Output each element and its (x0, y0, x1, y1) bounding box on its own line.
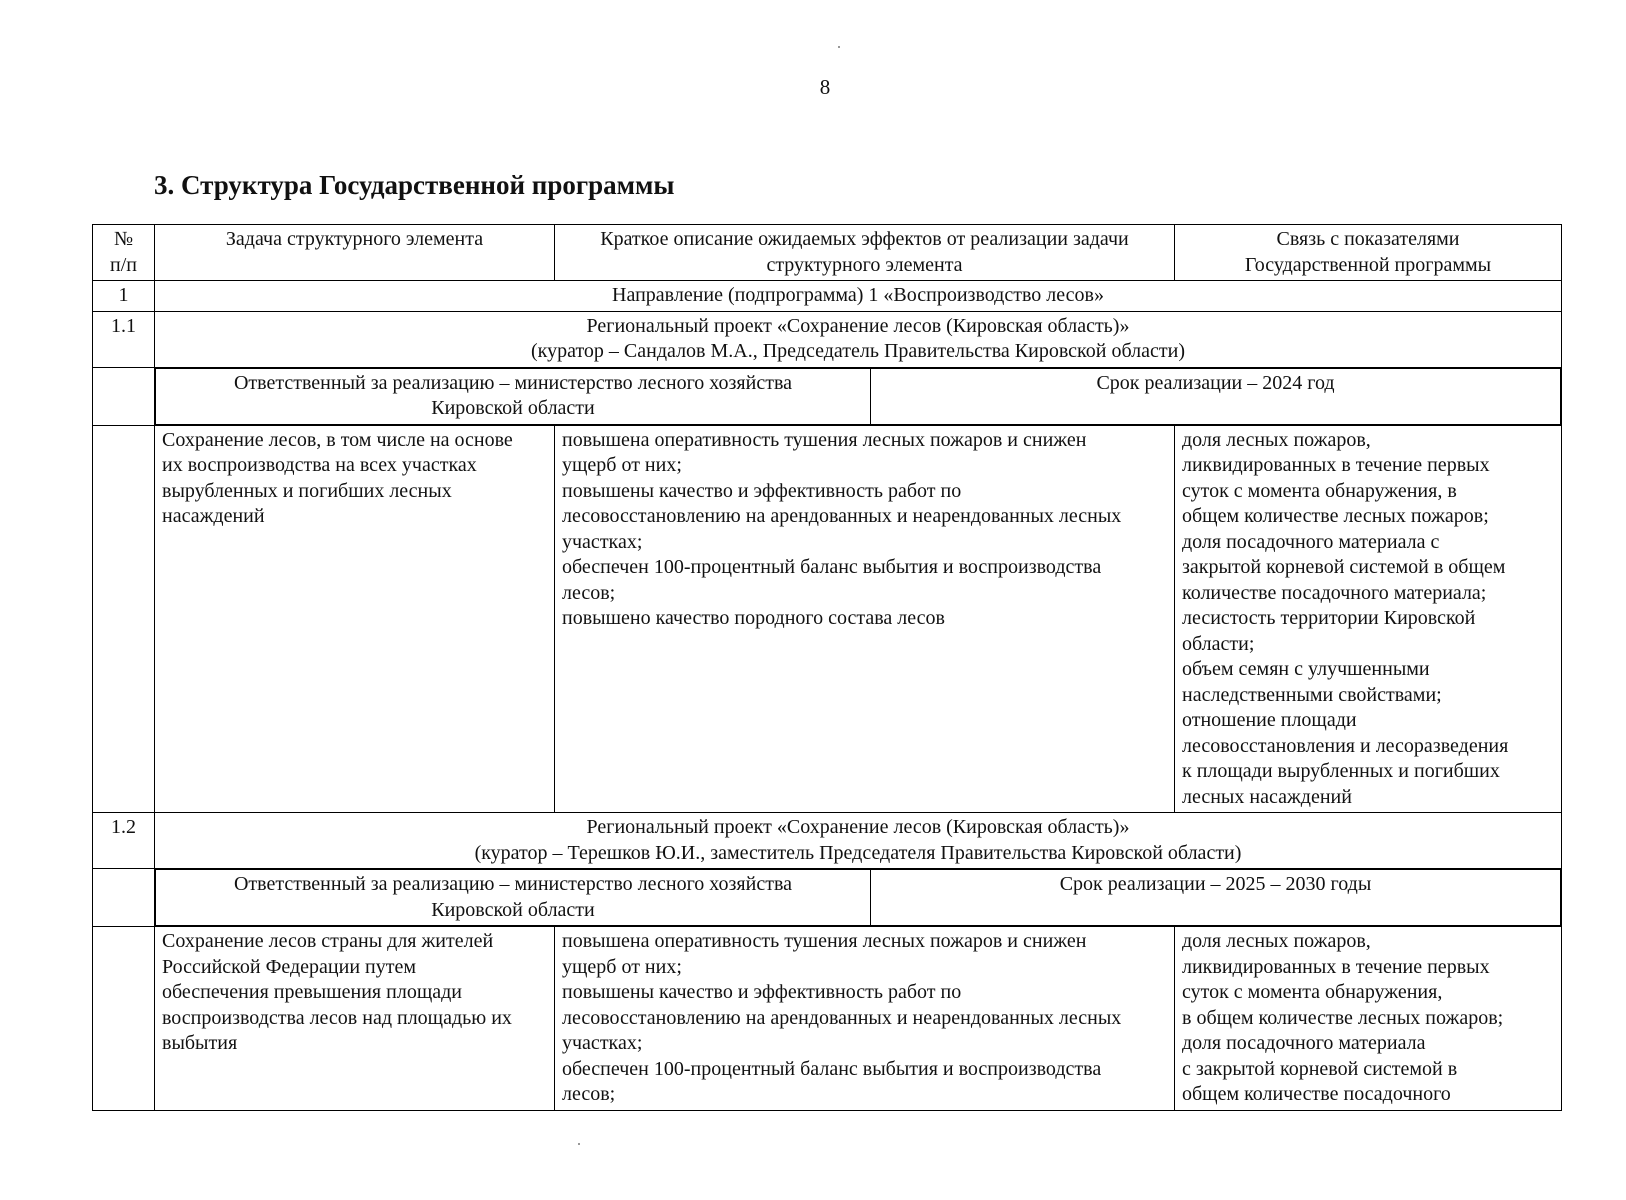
scan-speck (578, 1143, 580, 1145)
task-cell: Сохранение лесов страны для жителей Российской Федерации путем обеспечения превышения площади воспроизводства лесов над площадью их выбытия (155, 927, 555, 1111)
header-num: № п/п (93, 225, 155, 281)
project-name: Региональный проект «Сохранение лесов (Кировская область)» (586, 816, 1130, 838)
header-task: Задача структурного элемента (155, 225, 555, 281)
effects-cell: повышена оперативность тушения лесных пожаров и снижен ущерб от них; повышены качество и эффективность работ по лесовосстановлению на арендованных и неарендованных лесных участках; обеспечен 100-процентный баланс выбытия и воспроизводства лесов; (555, 927, 1175, 1111)
table-header-row (93, 225, 1562, 281)
scan-speck (838, 46, 840, 48)
empty-cell (93, 927, 155, 1111)
task-row (93, 927, 1562, 1111)
task-cell: Сохранение лесов, в том числе на основе их воспроизводства на всех участках вырубленных и погибших лесных насаждений (155, 425, 555, 813)
document-title: 3. Структура Государственной программы (154, 170, 675, 200)
project-curator: (куратор – Сандалов М.А., Председатель Правительства Кировской области) (531, 340, 1185, 362)
page-number: 8 (819, 75, 831, 99)
direction-num: 1 (93, 281, 155, 312)
direction-row (93, 281, 1562, 312)
task-row (93, 425, 1562, 813)
project-title (155, 311, 1562, 367)
empty-cell (93, 869, 155, 927)
header-indicators: Связь с показателями Государственной программы (1175, 225, 1562, 281)
responsible-row (93, 367, 1562, 425)
project-num: 1.1 (93, 311, 155, 367)
responsible-row (93, 869, 1562, 927)
empty-cell (93, 367, 155, 425)
responsible-text: Ответственный за реализацию – министерство лесного хозяйства Кировской области (156, 870, 871, 926)
term-text: Срок реализации – 2024 год (871, 368, 1561, 424)
project-title (155, 813, 1562, 869)
empty-cell (93, 425, 155, 813)
header-effects: Краткое описание ожидаемых эффектов от реализации задачи структурного элемента (555, 225, 1175, 281)
responsible-text: Ответственный за реализацию – министерство лесного хозяйства Кировской области (156, 368, 871, 424)
project-row (93, 311, 1562, 367)
effects-cell: повышена оперативность тушения лесных пожаров и снижен ущерб от них; повышены качество и эффективность работ по лесовосстановлению на арендованных и неарендованных лесных участках; обеспечен 100-процентный баланс выбытия и воспроизводства лесов; повышено качество породного состава лесов (555, 425, 1175, 813)
direction-title: Направление (подпрограмма) 1 «Воспроизводство лесов» (155, 281, 1562, 312)
project-num: 1.2 (93, 813, 155, 869)
project-curator: (куратор – Терешков Ю.И., заместитель Председателя Правительства Кировской области) (474, 841, 1242, 864)
term-text: Срок реализации – 2025 – 2030 годы (871, 870, 1561, 926)
indicators-cell: доля лесных пожаров, ликвидированных в течение первых суток с момента обнаружения, в общем количестве лесных пожаров; доля посадочного материала с закрытой корневой системой в общем количестве посадочного материала; лесистость территории Кировской области; объем семян с улучшенными наследственными свойствами; отношение площади лесовосстановления и лесоразведения к площади вырубленных и погибших лесных насаждений (1175, 425, 1562, 813)
indicators-cell: доля лесных пожаров, ликвидированных в течение первых суток с момента обнаружения, в общем количестве лесных пожаров; доля посадочного материала с закрытой корневой системой в общем количестве посадочного (1175, 927, 1562, 1111)
project-name: Региональный проект «Сохранение лесов (Кировская область)» (586, 314, 1130, 337)
structure-table (92, 224, 1562, 1111)
project-row (93, 813, 1562, 869)
